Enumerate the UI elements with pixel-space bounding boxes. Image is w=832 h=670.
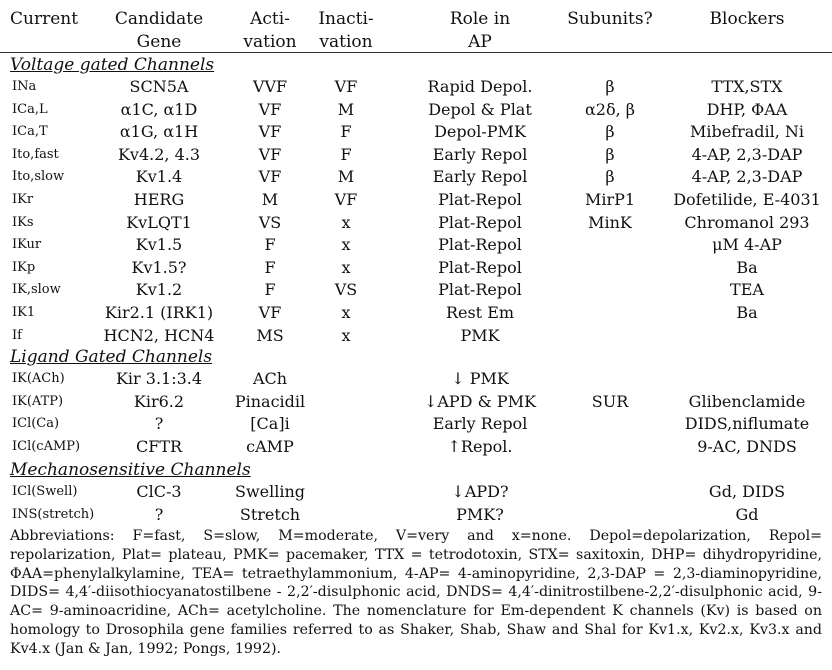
cell-role: Early Repol xyxy=(432,167,528,187)
section-title: Ligand Gated Channels xyxy=(10,347,213,367)
header-activation-line-2: vation xyxy=(243,32,297,52)
cell-role: PMK? xyxy=(456,504,504,524)
cell-activation: VF xyxy=(258,144,282,164)
cell-blockers: 4-AP, 2,3-DAP xyxy=(691,167,803,187)
cell-inactivation: VS xyxy=(334,280,358,300)
cell-current: ICl(Ca) xyxy=(12,416,60,432)
cell-role: Early Repol xyxy=(432,414,528,434)
cell-current: IK(ACh) xyxy=(12,371,65,386)
header-activation-line-1: Acti- xyxy=(250,9,290,29)
cell-gene: SCN5A xyxy=(129,77,189,96)
cell-current: INa xyxy=(12,79,37,94)
cell-activation: Pinacidil xyxy=(234,391,306,411)
cell-current: IKs xyxy=(12,214,34,230)
cell-gene: α1G, α1H xyxy=(119,122,199,142)
cell-activation: VS xyxy=(258,212,282,232)
table-row xyxy=(0,413,832,435)
cell-activation: ACh xyxy=(252,369,288,388)
cell-subunits: β xyxy=(605,122,615,142)
cell-current: IKp xyxy=(12,259,36,275)
cell-blockers: TEA xyxy=(730,280,764,300)
cell-subunits: MirP1 xyxy=(584,190,636,209)
cell-inactivation: x xyxy=(341,212,351,232)
table-row xyxy=(0,166,832,188)
cell-role: Depol-PMK xyxy=(434,122,526,142)
table-row xyxy=(0,504,832,526)
cell-role: Rest Em xyxy=(445,303,515,322)
header-role-line-1: Role in xyxy=(449,9,511,29)
cell-blockers: Chromanol 293 xyxy=(684,212,810,232)
cell-current: ICa,T xyxy=(12,124,48,140)
cell-activation: Stretch xyxy=(239,504,301,524)
table-row xyxy=(0,144,832,166)
table-row xyxy=(0,436,832,458)
table-row xyxy=(0,212,832,234)
table-row xyxy=(0,279,832,301)
cell-gene: Kir6.2 xyxy=(133,391,185,411)
cell-gene: Kv1.5? xyxy=(131,257,187,277)
cell-inactivation: x xyxy=(341,303,351,322)
cell-subunits: β xyxy=(605,77,615,96)
cell-role: Early Repol xyxy=(432,144,528,164)
cell-gene: ClC-3 xyxy=(136,482,182,501)
cell-activation: Swelling xyxy=(234,482,306,501)
cell-current: INS(stretch) xyxy=(12,506,95,522)
cell-inactivation: VF xyxy=(334,77,358,96)
header-subunits-line-1: Subunits? xyxy=(567,9,653,29)
header-subunits xyxy=(560,8,660,31)
cell-gene: CFTR xyxy=(135,436,183,456)
table-row xyxy=(0,121,832,143)
cell-inactivation: F xyxy=(340,122,352,142)
cell-gene: Kv1.2 xyxy=(135,280,183,300)
cell-gene: Kir 3.1:3.4 xyxy=(115,369,203,388)
cell-current: IKur xyxy=(12,237,42,253)
table-row xyxy=(0,257,832,279)
table-row xyxy=(0,76,832,98)
cell-role: Plat-Repol xyxy=(438,257,522,277)
cell-subunits: MinK xyxy=(588,212,632,232)
cell-inactivation: x xyxy=(341,257,351,277)
cell-blockers: Ba xyxy=(736,257,758,277)
cell-role: Plat-Repol xyxy=(438,212,522,232)
header-activation xyxy=(232,8,308,54)
cell-activation: VF xyxy=(258,303,282,322)
header-blockers xyxy=(662,8,832,31)
header-blockers-line-1: Blockers xyxy=(709,9,785,29)
cell-role: ↓ PMK xyxy=(451,369,509,388)
cell-subunits: β xyxy=(605,167,615,187)
cell-current: IK,slow xyxy=(12,282,61,298)
cell-gene: HERG xyxy=(133,190,185,209)
cell-blockers: DHP, ΦAA xyxy=(706,99,788,119)
cell-inactivation: F xyxy=(340,144,352,164)
header-gene-line-1: Candidate xyxy=(114,9,204,29)
table-row xyxy=(0,234,832,256)
cell-blockers: Dofetilide, E-4031 xyxy=(673,190,821,209)
cell-role: Depol & Plat xyxy=(428,99,532,119)
cell-role: Plat-Repol xyxy=(438,190,522,209)
header-divider xyxy=(0,52,832,53)
cell-role: ↑Repol. xyxy=(447,436,513,456)
cell-gene: Kv4.2, 4.3 xyxy=(117,144,201,164)
cell-inactivation: x xyxy=(341,235,351,255)
table-row xyxy=(0,325,832,347)
cell-blockers: Mibefradil, Ni xyxy=(689,122,805,142)
cell-subunits: β xyxy=(605,144,615,164)
cell-blockers: 4-AP, 2,3-DAP xyxy=(691,144,803,164)
cell-role: Plat-Repol xyxy=(438,235,522,255)
cell-role: ↓APD? xyxy=(451,482,509,501)
cell-blockers: Gd, DIDS xyxy=(708,482,786,501)
cell-current: If xyxy=(12,327,22,343)
cell-current: ICl(cAMP) xyxy=(12,438,81,454)
cell-gene: Kv1.5 xyxy=(135,235,183,255)
header-role-line-2: AP xyxy=(468,32,492,52)
cell-current: Ito,fast xyxy=(12,146,59,162)
cell-inactivation: M xyxy=(337,167,355,187)
cell-gene: Kir2.1 (IRK1) xyxy=(104,303,214,322)
cell-blockers: 9-AC, DNDS xyxy=(697,436,797,456)
cell-activation: MS xyxy=(256,325,284,345)
cell-activation: VF xyxy=(258,122,282,142)
cell-activation: F xyxy=(264,280,276,300)
cell-inactivation: VF xyxy=(334,190,358,209)
table-row xyxy=(0,302,832,324)
cell-activation: [Ca]i xyxy=(250,414,290,434)
cell-blockers: Glibenclamide xyxy=(688,391,806,411)
header-role-in-ap xyxy=(400,8,560,54)
cell-activation: M xyxy=(261,190,279,209)
cell-role: ↓APD & PMK xyxy=(423,391,537,411)
cell-role: Rapid Depol. xyxy=(427,77,533,96)
cell-inactivation: x xyxy=(341,325,351,345)
section-title: Voltage gated Channels xyxy=(10,55,215,75)
cell-activation: F xyxy=(264,257,276,277)
cell-current: IK1 xyxy=(12,305,36,320)
cell-current: ICl(Swell) xyxy=(12,484,78,499)
cell-activation: F xyxy=(264,235,276,255)
cell-role: PMK xyxy=(460,325,500,345)
table-row xyxy=(0,189,832,211)
cell-subunits: SUR xyxy=(591,391,629,411)
cell-blockers: Ba xyxy=(736,303,758,322)
cell-gene: HCN2, HCN4 xyxy=(103,325,215,345)
cell-blockers: Gd xyxy=(735,504,759,524)
cell-role: Plat-Repol xyxy=(438,280,522,300)
section-title: Mechanosensitive Channels xyxy=(10,460,251,480)
cell-gene: α1C, α1D xyxy=(120,99,198,119)
cell-current: IK(ATP) xyxy=(12,393,64,409)
table-row xyxy=(0,99,832,121)
cell-subunits: α2δ, β xyxy=(584,99,636,119)
header-inactivation-line-2: vation xyxy=(319,32,373,52)
header-current-line-1: Current xyxy=(10,9,79,29)
cell-gene: ? xyxy=(154,504,164,524)
cell-current: IKr xyxy=(12,192,34,207)
cell-activation: cAMP xyxy=(246,436,294,456)
cell-activation: VVF xyxy=(252,77,288,96)
cell-blockers: μM 4-AP xyxy=(712,235,782,255)
header-inactivation-line-1: Inacti- xyxy=(318,9,374,29)
table-row xyxy=(0,391,832,413)
cell-gene: KvLQT1 xyxy=(126,212,192,232)
header-inactivation xyxy=(308,8,384,54)
cell-current: Ito,slow xyxy=(12,169,65,185)
cell-activation: VF xyxy=(258,167,282,187)
cell-gene: Kv1.4 xyxy=(135,167,183,187)
header-current xyxy=(10,8,90,31)
cell-inactivation: M xyxy=(337,99,355,119)
cell-current: ICa,L xyxy=(12,101,48,117)
header-gene-line-2: Gene xyxy=(136,32,182,52)
table-row xyxy=(0,368,832,390)
cell-activation: VF xyxy=(258,99,282,119)
table-row xyxy=(0,481,832,503)
cell-blockers: TTX,STX xyxy=(711,77,783,96)
abbreviations-paragraph: Abbreviations: F=fast, S=slow, M=moderate, V=very and x=none. Depol=depolarization, Repol= repolarization, Plat= plateau, PMK= pacemaker, TTX = tetrodotoxin, STX= saxitoxin, DHP= dihydropyridine, ΦAA=phenylalkylamine, TEA= tetraethylammonium, 4-AP= 4-aminopyridine, 2,3-DAP = 2,3-diaminopyridine, DIDS= 4,4′-diisothiocyanatostilbene - 2,2′-disulphonic acid, DNDS= 4,4′-dinitrostilbene-2,2′-disulphonic acid, 9-AC= 9-aminoacridine, ACh= acetylcholine. The nomenclature for Em-dependent K channels (Kv) is based on homology to Drosophila gene families referred to as Shaker, Shab, Shaw and Shal for Kv1.x, Kv2.x, Kv3.x and Kv4.x (Jan & Jan, 1992; Pongs, 1992). xyxy=(10,528,822,657)
header-candidate-gene xyxy=(94,8,224,54)
cell-blockers: DIDS,niflumate xyxy=(684,414,810,434)
cell-gene: ? xyxy=(154,414,164,434)
